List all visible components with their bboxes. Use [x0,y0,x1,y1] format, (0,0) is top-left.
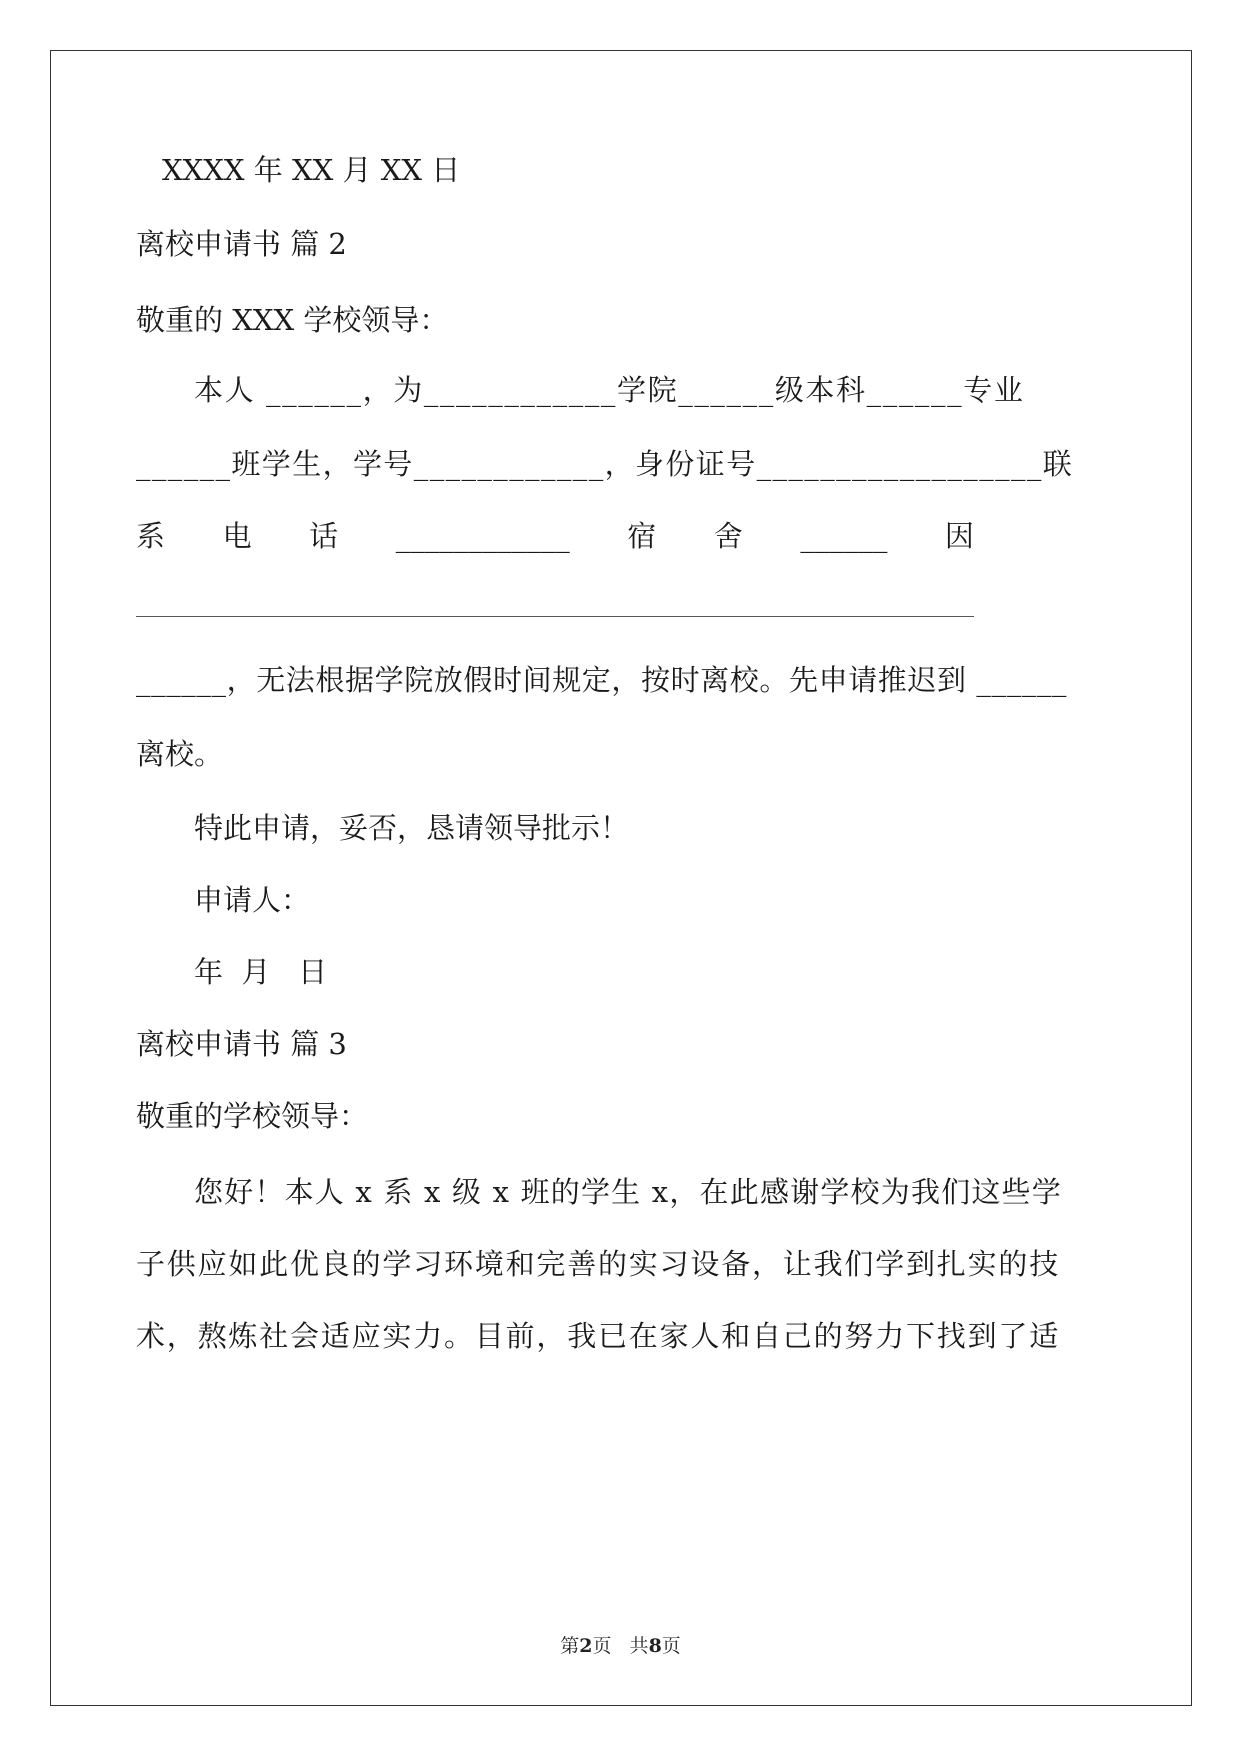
footer-middle: 页 共 [592,1635,649,1657]
footer-page-number: 2 [579,1635,593,1657]
closing-line: 特此申请，妥否，恳请领导批示！ [194,811,630,845]
form-line-6: 离校。 [136,737,224,771]
section-heading-2: 离校申请书 篇 2 [136,227,347,261]
body-line-1: 您好！本人 x 系 x 级 x 班的学生 x，在此感谢学校为我们这些学 [194,1175,1062,1209]
form-line-3-word: 因 [944,519,974,553]
form-line-3-word: 电 [222,519,252,553]
applicant-line: 申请人： [194,883,311,917]
form-line-3-word: 宿 [627,519,657,553]
salutation-2: 敬重的 XXX 学校领导： [136,303,449,337]
date-blank-line: 年 月 日 [194,955,328,989]
form-line-3 [136,518,974,554]
footer-suffix: 页 [661,1635,681,1657]
form-line-5: ______，无法根据学院放假时间规定，按时离校。先申请推迟到 ______ [136,663,1068,697]
form-line-1: 本人 ______，为____________学院______级本科______专业 [194,373,1025,407]
form-line-3-word: 话 [309,519,339,553]
body-line-3: 术，熬炼社会适应实力。目前，我已在家人和自己的努力下找到了适 [136,1319,1061,1353]
page-footer [0,1634,1241,1658]
form-line-3-word: 系 [136,519,166,553]
date-line: XXXX 年 XX 月 XX 日 [162,153,461,187]
body-line-2: 子供应如此优良的学习环境和完善的实习设备，让我们学到扎实的技 [136,1247,1061,1281]
form-line-3-word: 舍 [713,519,743,553]
form-line-3-blank: ______ [800,519,888,553]
blank-reason-rule [136,616,974,617]
salutation-3: 敬重的学校领导： [136,1099,369,1133]
section-heading-3: 离校申请书 篇 3 [136,1027,347,1061]
footer-total-pages: 8 [648,1635,662,1657]
form-line-3-blank: ____________ [395,519,570,553]
footer-prefix: 第 [560,1635,580,1657]
page-border [50,50,1192,1706]
form-line-2: ______班学生，学号____________，身份证号__________________联 [136,447,1074,481]
